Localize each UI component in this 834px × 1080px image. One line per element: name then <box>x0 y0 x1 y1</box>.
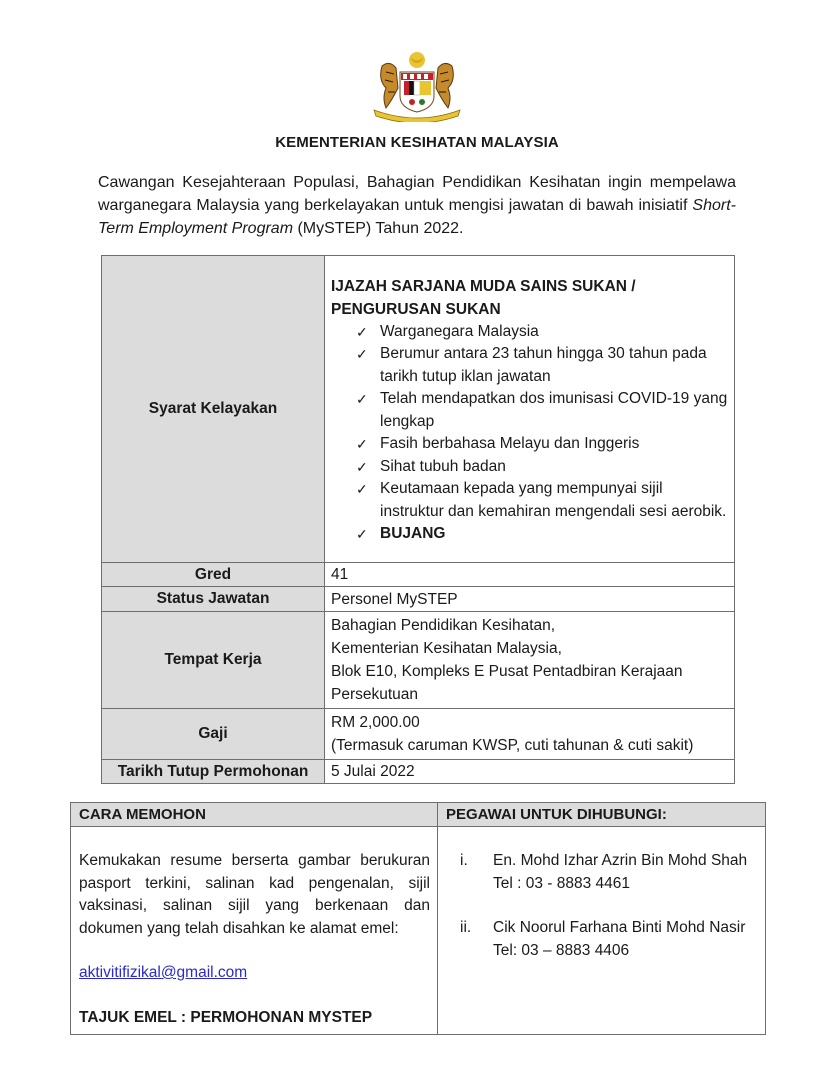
check-icon: ✓ <box>356 526 368 542</box>
application-table <box>70 802 766 1035</box>
row-syarat-kelayakan <box>102 256 735 563</box>
check-icon: ✓ <box>356 323 368 340</box>
contact-name: Cik Noorul Farhana Binti Mohd Nasir <box>493 919 746 936</box>
row-tempat-kerja <box>102 612 735 709</box>
apply-body-row <box>71 827 766 1035</box>
check-icon: ✓ <box>356 458 368 475</box>
check-icon: ✓ <box>356 346 368 362</box>
intro-paragraph <box>98 171 736 240</box>
contact-number: ii. <box>460 919 472 936</box>
row-gred <box>102 563 735 587</box>
contact-tel: Tel: 03 – 8883 4406 <box>493 941 630 959</box>
cara-memohon-header: CARA MEMOHON <box>71 803 438 827</box>
check-icon: ✓ <box>356 436 368 452</box>
check-icon: ✓ <box>356 481 368 497</box>
gred-label: Gred <box>102 563 325 587</box>
tempat-label: Tempat Kerja <box>102 612 325 709</box>
requirement-item: ✓ Keutamaan kepada yang mempunyai sijil instruktur dan kemahiran mengendali sesi aerobik. <box>356 480 727 520</box>
tarikh-label: Tarikh Tutup Permohonan <box>102 760 325 784</box>
requirement-item: ✓ Fasih berbahasa Melayu dan Inggeris <box>356 433 728 456</box>
requirement-item: ✓ Telah mendapatkan dos imunisasi COVID-19 yang lengkap <box>356 390 728 430</box>
degree-requirement: IJAZAH SARJANA MUDA SAINS SUKAN / PENGURUSAN SUKAN <box>331 277 636 318</box>
requirement-item: ✓ Warganegara Malaysia <box>356 321 728 344</box>
row-status-jawatan <box>102 587 735 612</box>
job-details-table <box>101 255 735 784</box>
syarat-label: Syarat Kelayakan <box>102 256 325 563</box>
contact-number: i. <box>460 852 468 869</box>
contacts-list <box>438 827 765 962</box>
row-gaji <box>102 709 735 760</box>
application-instructions: Kemukakan resume berserta gambar berukuran pasport terkini, salinan kad pengenalan, sijil vaksinasi, salinan sijil yang berkenaan dan dokumen yang telah disahkan ke alamat emel: <box>79 852 430 937</box>
requirement-item-bujang: ✓ BUJANG <box>356 523 728 546</box>
contact-tel: Tel : 03 - 8883 4461 <box>493 874 631 892</box>
email-subject: TAJUK EMEL : PERMOHONAN MYSTEP <box>79 1008 373 1026</box>
ministry-title: KEMENTERIAN KESIHATAN MALAYSIA <box>275 134 559 151</box>
apply-header-row <box>71 803 766 827</box>
pegawai-header: PEGAWAI UNTUK DIHUBUNGI: <box>438 803 766 827</box>
intro-text-1: Cawangan Kesejahteraan Populasi, Bahagian Pendidikan Kesihatan ingin mempelawa warganegara Malaysia yang berkelayakan untuk mengisi jawatan di bawah inisiatif <box>98 174 736 214</box>
salary-amount: RM 2,000.00 <box>331 714 420 731</box>
intro-text-2: (MySTEP) Tahun 2022. <box>293 220 464 237</box>
requirement-item: ✓ Berumur antara 23 tahun hingga 30 tahun pada tarikh tutup iklan jawatan <box>356 345 707 385</box>
address-line: Kementerian Kesihatan Malaysia, <box>331 640 562 657</box>
tempat-value <box>325 612 735 709</box>
malaysia-coat-of-arms-icon <box>368 48 466 122</box>
contact-name: En. Mohd Izhar Azrin Bin Mohd Shah <box>493 852 748 869</box>
gred-value: 41 <box>325 563 735 587</box>
salary-note: (Termasuk caruman KWSP, cuti tahunan & cuti sakit) <box>331 737 694 754</box>
requirement-item: ✓ Sihat tubuh badan <box>356 456 728 479</box>
pegawai-cell <box>438 827 766 1035</box>
tarikh-value: 5 Julai 2022 <box>325 760 735 784</box>
row-tarikh-tutup <box>102 760 735 784</box>
gaji-label: Gaji <box>102 709 325 760</box>
syarat-value <box>325 256 735 563</box>
gaji-value <box>325 709 735 760</box>
contact-item <box>460 850 757 895</box>
intro-program-name: Short-Term Employment Program <box>98 197 736 237</box>
cara-memohon-cell <box>71 827 438 1035</box>
status-value: Personel MySTEP <box>325 587 735 612</box>
email-link[interactable]: aktivitifizikal@gmail.com <box>79 964 248 981</box>
contact-item <box>460 917 757 962</box>
address-line: Bahagian Pendidikan Kesihatan, <box>331 617 556 634</box>
check-icon: ✓ <box>356 391 368 407</box>
requirements-list <box>356 321 728 546</box>
status-label: Status Jawatan <box>102 587 325 612</box>
address-line: Blok E10, Kompleks E Pusat Pentadbiran Kerajaan Persekutuan <box>331 663 683 703</box>
